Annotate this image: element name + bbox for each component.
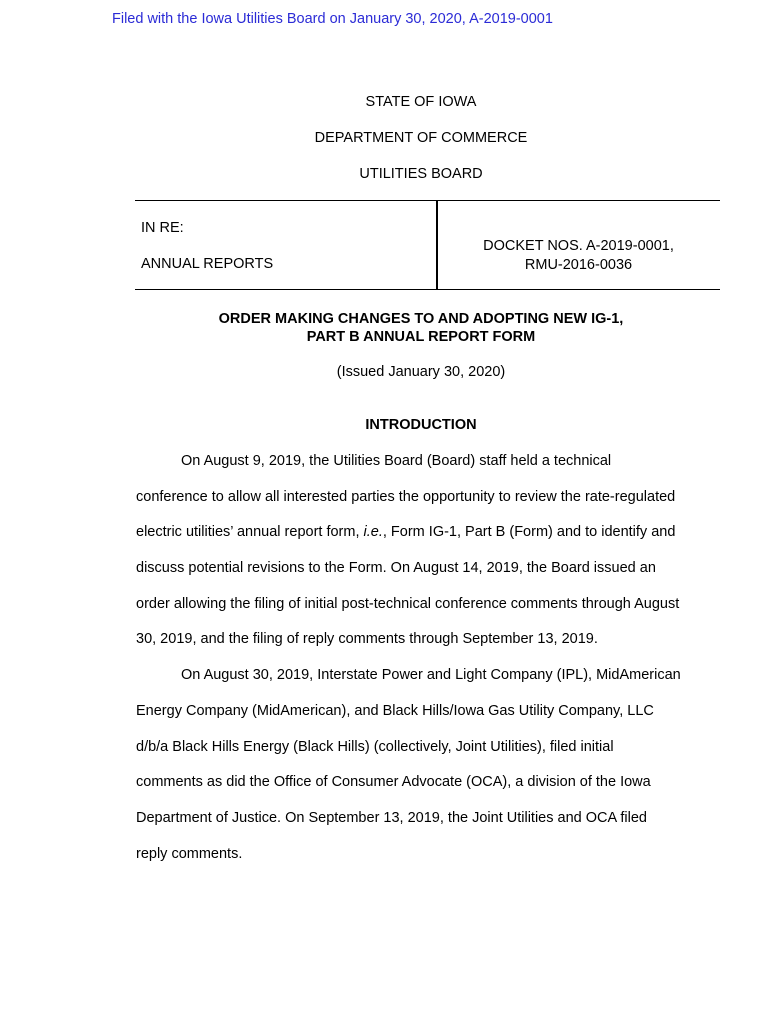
docket-line-1: DOCKET NOS. A-2019-0001,: [483, 238, 674, 254]
docket-numbers: [437, 237, 720, 275]
body-line: 30, 2019, and the filing of reply comments through September 13, 2019.: [136, 631, 598, 647]
body-line: comments as did the Office of Consumer Advocate (OCA), a division of the Iowa: [136, 774, 651, 790]
caption-matter: ANNUAL REPORTS: [141, 256, 274, 272]
issued-date: (Issued January 30, 2020): [336, 364, 506, 380]
header-state: STATE OF IOWA: [365, 94, 477, 110]
header-board: UTILITIES BOARD: [359, 166, 483, 182]
body-line: order allowing the filing of initial post-technical conference comments through August: [136, 596, 680, 612]
body-line: conference to allow all interested parties the opportunity to review the rate-regulated: [136, 489, 676, 505]
filing-stamp: Filed with the Iowa Utilities Board on January 30, 2020, A-2019-0001: [112, 11, 553, 27]
body-line: Energy Company (MidAmerican), and Black Hills/Iowa Gas Utility Company, LLC: [136, 703, 654, 719]
introduction-heading: INTRODUCTION: [365, 417, 477, 433]
case-caption: [135, 200, 720, 290]
order-title-line-1: ORDER MAKING CHANGES TO AND ADOPTING NEW IG-1,: [218, 311, 624, 327]
body-line: [136, 524, 675, 540]
italic-ie: i.e.: [363, 524, 383, 540]
body-line: Department of Justice. On September 13, 2019, the Joint Utilities and OCA filed: [136, 810, 647, 826]
order-title-line-2: PART B ANNUAL REPORT FORM: [306, 329, 536, 345]
body-line: reply comments.: [136, 846, 243, 862]
body-line: On August 9, 2019, the Utilities Board (Board) staff held a technical: [181, 453, 612, 469]
header-department: DEPARTMENT OF COMMERCE: [314, 130, 528, 146]
order-title: [135, 310, 707, 346]
body-line: d/b/a Black Hills Energy (Black Hills) (collectively, Joint Utilities), filed initial: [136, 739, 614, 755]
body-text-span: , Form IG-1, Part B (Form) and to identify and: [382, 524, 676, 540]
caption-in-re: IN RE:: [141, 220, 184, 236]
docket-line-2: RMU-2016-0036: [524, 257, 633, 273]
body-line: On August 30, 2019, Interstate Power and Light Company (IPL), MidAmerican: [181, 667, 681, 683]
body-line: discuss potential revisions to the Form. On August 14, 2019, the Board issued an: [136, 560, 656, 576]
body-text-span: electric utilities’ annual report form,: [136, 524, 364, 540]
